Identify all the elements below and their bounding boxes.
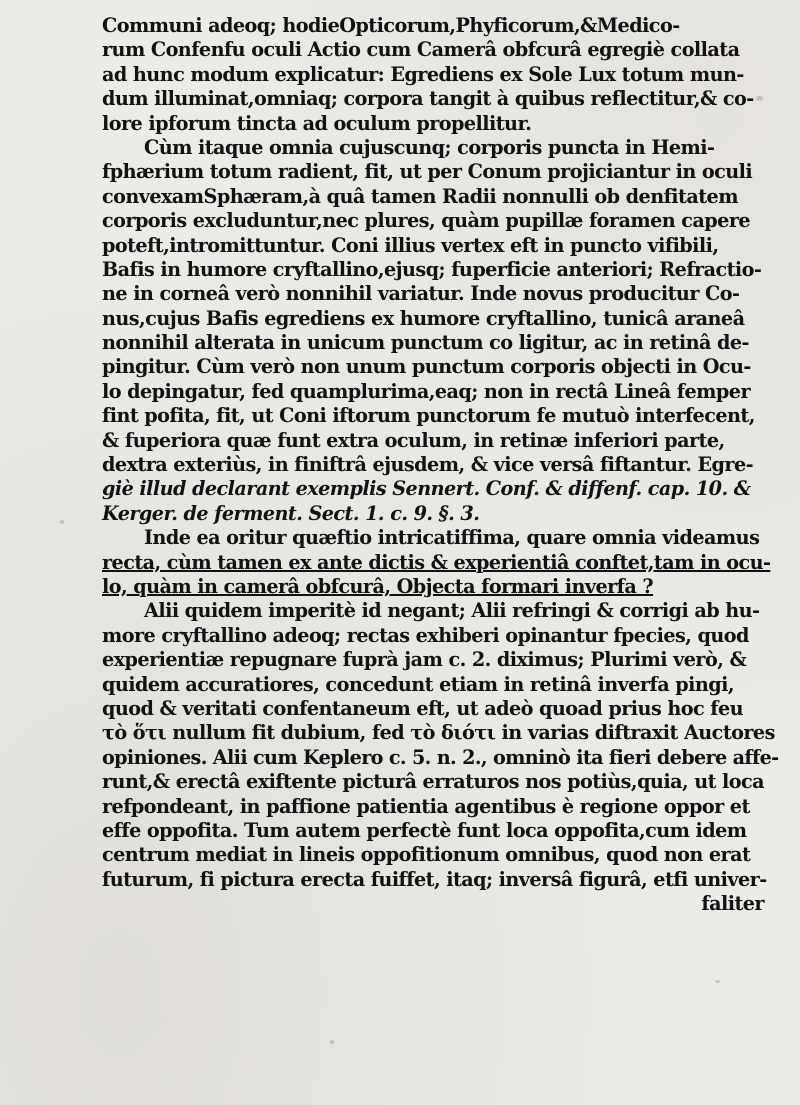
body-text [102,14,782,916]
text-line: fint pofita, fit, ut Coni iftorum punctorum fe mutuò interfecent, [102,404,755,428]
text-line: experientiæ repugnare fuprà jam c. 2. diximus; Plurimi verò, & [102,648,747,672]
text-line: & fuperiora quæ funt extra oculum, in retinæ inferiori parte, [102,428,725,452]
text-line: lo depingatur, fed quamplurima,eaq; non in rectâ Lineâ femper [102,379,750,403]
text-line: nus,cujus Bafis egrediens ex humore cryftallino, tunicâ araneâ [102,306,745,330]
text-line: quod & veritati confentaneum eft, ut adeò quoad prius hoc feu [102,696,744,720]
paper-speck [60,520,64,524]
text-line: effe oppofita. Tum autem perfectè funt loca oppofita,cum idem [102,818,747,842]
text-line: opiniones. Alii cum Keplero c. 5. n. 2., omninò ita fieri debere affe- [102,745,779,769]
text-line: corporis excluduntur,nec plures, quàm pupillæ foramen capere [102,209,751,233]
text-line: centrum mediat in lineis oppofitionum omnibus, quod non erat [102,843,751,867]
text-line: runt,& erectâ exiftente picturâ erraturos nos potiùs,quia, ut loca [102,770,765,794]
text-line: Bafis in humore cryftallino,ejusq; fuperficie anteriori; Refractio- [102,257,762,281]
text-line: rum Confenfu oculi Actio cum Camerâ obfcurâ egregiè collata [102,38,740,62]
text-line: ad hunc modum explicatur: Egrediens ex Sole Lux totum mun- [102,62,744,86]
text-line: poteft,intromittuntur. Coni illius vertex eft in puncto vifibili, [102,233,719,257]
paragraph-start-line: Alii quidem imperitè id negant; Alii refringi & corrigi ab hu- [144,599,760,623]
paper-speck [756,96,763,101]
underlined-line: lo, quàm in camerâ obfcurâ, Objecta formari inverfa ? [102,574,654,598]
text-line: pingitur. Cùm verò non unum punctum corporis objecti in Ocu- [102,355,751,379]
text-line: refpondeant, in paffione patientia agentibus è regione oppor et [102,794,750,818]
text-line: lore ipforum tincta ad oculum propellitur. [102,111,532,135]
text-line: Communi adeoq; hodieOpticorum,Phyficorum,&Medico- [102,14,680,37]
paragraph-start-line: Cùm itaque omnia cujuscunq; corporis puncta in Hemi- [144,135,715,159]
text-line: τὸ ὅτι nullum fit dubium, fed τὸ διότι in varias diftraxit Auctores [102,721,775,745]
text-line: nonnihil alterata in unicum punctum co ligitur, ac in retinâ de- [102,331,749,355]
underlined-line: recta, cùm tamen ex ante dictis & experientiâ conftet,tam in ocu- [102,550,771,574]
text-line: dextra exteriùs, in finiftrâ ejusdem, & vice versâ fiftantur. Egre- [102,453,754,477]
paper-speck [715,980,720,983]
paper-speck [330,1040,334,1044]
text-line: quidem accuratiores, concedunt etiam in retinâ inverfa pingi, [102,672,734,696]
text-line: fphærium totum radient, fit, ut per Conum projiciantur in oculi [102,160,753,184]
text-line: convexamSphæram,à quâ tamen Radii nonnulli ob denfitatem [102,184,738,208]
text-line: ne in corneâ verò nonnihil variatur. Inde novus producitur Co- [102,282,740,306]
text-line: futurum, fi pictura erecta fuiffet, itaq; inversâ figurâ, etfi univer- [102,867,767,891]
catchword: faliter [701,892,764,916]
text-line: more cryftallino adeoq; rectas exhiberi opinantur fpecies, quod [102,623,749,647]
question-line: Inde ea oritur quæftio intricatiffima, quare omnia videamus [144,526,760,550]
citation-line: giè illud declarant exemplis Sennert. Conf. & diffenf. cap. 10. & [102,477,751,501]
text-line: dum illuminat,omniaq; corpora tangit à quibus reflectitur,& co- [102,87,754,111]
citation-line: Kerger. de ferment. Sect. 1. c. 9. §. 3. [102,501,480,525]
